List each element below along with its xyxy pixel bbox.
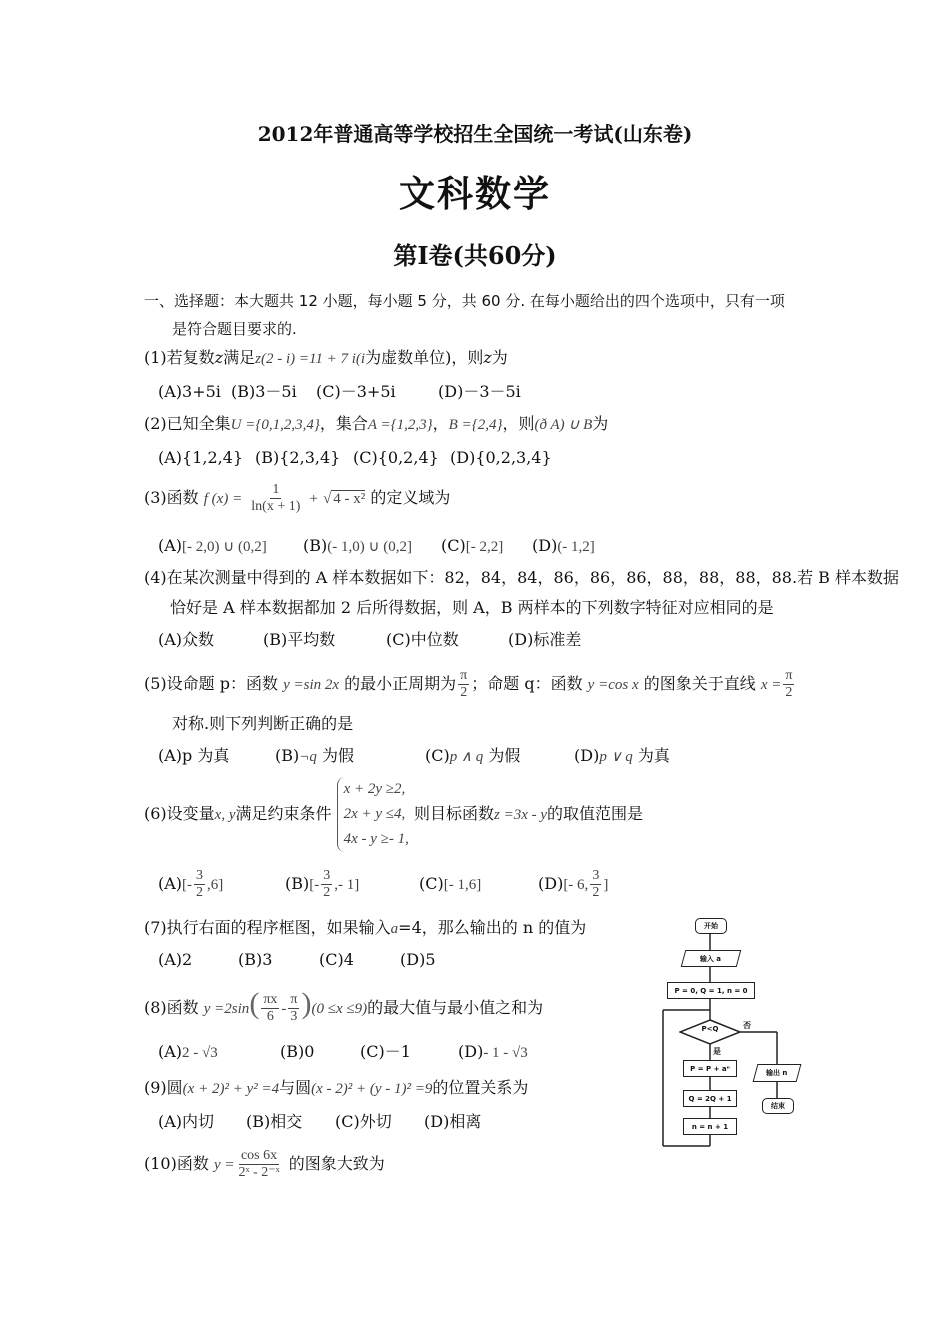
q7-option-b: (B)3	[238, 950, 273, 969]
q8-option-a	[158, 1042, 218, 1063]
flowchart-step-p: P = P + aⁿ	[683, 1060, 737, 1077]
q2-option-c: (C){0,2,4}	[353, 448, 439, 467]
q2-option-a: (A){1,2,4}	[158, 448, 244, 467]
q5-option-b-text: 为假	[321, 746, 354, 765]
q8-frac-1-num: πx	[263, 992, 278, 1007]
q5-option-c-label: (C)	[425, 746, 450, 765]
q5-option-a: (A)p 为真	[158, 746, 230, 765]
q7-option-c: (C)4	[319, 950, 354, 969]
q3-text: (3)函数	[144, 488, 199, 507]
q3-fraction-num: 1	[272, 482, 280, 497]
q3-sqrt-body: 4 - x²	[333, 491, 366, 507]
q4-option-d: (D)标准差	[508, 630, 582, 649]
section-intro-line1: 一、选择题：本大题共 12 小题，每小题 5 分，共 60 分. 在每小题给出的四个选项中，只有一项	[144, 292, 785, 310]
q8-option-a-label: (A)	[158, 1042, 183, 1061]
q8-paren-open: (	[249, 987, 260, 1020]
q5-period	[458, 668, 469, 701]
q9-text: (9)圆	[144, 1078, 183, 1097]
flowchart-input-label: 输入 a	[700, 954, 722, 963]
q6-option-a-den: 2	[196, 885, 204, 900]
q10-function: y =	[213, 1157, 235, 1173]
question-7	[144, 918, 586, 939]
flowchart	[655, 912, 815, 1152]
q6-option-a-left: [-	[182, 877, 193, 893]
q1-option-c: (C)－3+5i	[316, 382, 396, 401]
q4-option-a: (A)众数	[158, 630, 215, 649]
q1-equation: z(2 - i) =11 + 7 i(i	[255, 351, 366, 367]
q4-line2: 恰好是 A 样本数据都加 2 后所得数据，则 A，B 两样本的下列数字特征对应相同的是	[170, 598, 774, 617]
q5-period-den: 2	[460, 685, 468, 700]
q5-option-d-expr: p ∨ q	[599, 749, 633, 765]
q6-vars: x, y	[214, 807, 236, 823]
q5-text: 的最小正周期为	[344, 674, 457, 693]
q5-option-b-expr: ¬q	[299, 749, 317, 765]
q3-option-b-label: (B)	[303, 536, 328, 555]
q3-option-b-value: (- 1,0) ∪ (0,2]	[327, 539, 412, 555]
flowchart-no-label: 否	[743, 1021, 751, 1030]
question-2	[144, 414, 608, 435]
q3-option-a-label: (A)	[158, 536, 183, 555]
subject-title: 文科数学	[398, 173, 551, 215]
q9-circle-1: (x + 2)² + y² =4	[182, 1081, 280, 1097]
flowchart-output	[753, 1064, 802, 1082]
question-3	[144, 476, 450, 521]
q1-var: z	[483, 348, 492, 367]
q6-constraint-3: 4x - y ≥- 1,	[343, 831, 409, 847]
q6-option-a	[158, 864, 223, 905]
q5-option-c-expr: p ∧ q	[449, 749, 484, 765]
q6-option-b-left: [-	[309, 877, 320, 893]
q7-option-a: (A)2	[158, 950, 193, 969]
q4-option-b: (B)平均数	[263, 630, 336, 649]
q3-option-c-label: (C)	[441, 536, 466, 555]
q5-line-num: π	[785, 668, 793, 683]
q6-text: 满足约束条件	[235, 804, 332, 823]
q3-fraction	[249, 482, 302, 515]
q1-option-d: (D)－3－5i	[438, 382, 521, 401]
q9-option-d: (D)相离	[424, 1112, 482, 1131]
q6-option-c-value: [- 1,6]	[443, 877, 482, 893]
q7-var: a	[390, 921, 399, 937]
q8-frac-2-num: π	[290, 992, 298, 1007]
question-9	[144, 1078, 528, 1099]
q2-text: ，	[432, 414, 449, 433]
volume-title: 第Ⅰ卷(共60分)	[393, 241, 557, 270]
q8-text: 的最大值与最小值之和为	[367, 998, 544, 1017]
q5-line-den: 2	[785, 685, 793, 700]
q3-option-d-value: (- 1,2]	[557, 539, 595, 555]
flowchart-step-q: Q = 2Q + 1	[683, 1090, 737, 1107]
q6-option-d-right: ]	[603, 877, 609, 893]
q6-option-b-frac	[321, 868, 332, 901]
q9-option-b: (B)相交	[246, 1112, 303, 1131]
q5-line-eq: x =	[760, 677, 782, 693]
q9-circle-2: (x - 2)² + (y - 1)² =9	[311, 1081, 433, 1097]
q8-option-a-value: 2 - √3	[182, 1045, 218, 1061]
q8-option-c: (C)－1	[360, 1042, 411, 1061]
q9-text: 的位置关系为	[432, 1078, 529, 1097]
flowchart-init: P = 0, Q = 1, n = 0	[667, 982, 755, 999]
q2-set-b: B ={2,4}	[448, 417, 503, 433]
q5-option-d	[574, 746, 670, 767]
q3-sqrt: √ 4 - x²	[323, 491, 366, 507]
q6-option-b-num: 3	[323, 868, 331, 883]
q6-objective: z =3x - y	[494, 807, 548, 823]
q8-text: (8)函数	[144, 998, 199, 1017]
q2-set-a: A ={1,2,3}	[367, 417, 433, 433]
q6-option-d-num: 3	[592, 868, 600, 883]
q8-option-d-value: - 1 - √3	[483, 1045, 528, 1061]
q1-text: 为	[491, 348, 508, 367]
q4-option-c: (C)中位数	[386, 630, 459, 649]
q3-option-c-value: [- 2,2]	[465, 539, 504, 555]
flowchart-decision: P<Q	[701, 1025, 719, 1033]
q7-text: (7)执行右面的程序框图，如果输入	[144, 918, 391, 937]
question-10	[144, 1142, 385, 1187]
q10-text: 的图象大致为	[288, 1154, 385, 1173]
flowchart-end: 结束	[762, 1098, 794, 1114]
q9-option-c: (C)外切	[335, 1112, 392, 1131]
q6-option-b-den: 2	[323, 885, 331, 900]
q9-option-a: (A)内切	[158, 1112, 215, 1131]
q6-option-d-den: 2	[592, 885, 600, 900]
q6-option-d-label: (D)	[538, 874, 564, 893]
q2-expression: (ð A) ∪ B	[534, 417, 593, 433]
q8-frac-1-den: 6	[266, 1009, 274, 1024]
flowchart-start: 开始	[695, 918, 727, 934]
q5-line-value	[783, 668, 794, 701]
question-8	[144, 982, 543, 1031]
q6-constraint-1: x + 2y ≥2,	[343, 781, 406, 797]
q6-option-a-right: ,6]	[207, 877, 224, 893]
q3-fraction-den: ln(x + 1)	[251, 499, 301, 514]
q10-fraction-den: 2ˣ - 2⁻ˣ	[238, 1165, 280, 1180]
flowchart-output-label: 输出 n	[766, 1069, 788, 1077]
q1-option-b: (B)3－5i	[231, 382, 297, 401]
flowchart-yes-label: 是	[713, 1047, 721, 1056]
question-1	[144, 348, 508, 369]
q9-text: 与圆	[279, 1078, 312, 1097]
q2-universal-set: U ={0,1,2,3,4}	[230, 417, 320, 433]
q2-text: ，则	[502, 414, 535, 433]
q3-option-d	[532, 536, 595, 557]
q6-text: 的取值范围是	[547, 804, 644, 823]
q3-option-a-value: [- 2,0) ∪ (0,2]	[182, 539, 267, 555]
q8-option-d-label: (D)	[458, 1042, 484, 1061]
flowchart-step-n: n = n + 1	[683, 1118, 737, 1135]
q6-option-c	[419, 864, 481, 905]
q1-var: z	[214, 348, 224, 367]
q6-option-a-label: (A)	[158, 874, 183, 893]
q8-function: y =2sin	[203, 1001, 250, 1017]
q8-paren-close: )	[301, 987, 312, 1020]
q3-option-c	[441, 536, 503, 557]
q5-option-b	[275, 746, 354, 767]
q2-text: 为	[592, 414, 609, 433]
q6-option-c-label: (C)	[419, 874, 444, 893]
q6-option-b-right: ,- 1]	[334, 877, 360, 893]
q6-option-a-num: 3	[196, 868, 204, 883]
q5-option-c	[425, 746, 520, 767]
q1-option-a: (A)3+5i	[158, 382, 221, 401]
q7-option-d: (D)5	[400, 950, 436, 969]
q6-text: (6)设变量	[144, 804, 215, 823]
q6-constraint-2: 2x + y ≤4,	[343, 806, 406, 822]
exam-title: 2012年普通高等学校招生全国统一考试(山东卷)	[257, 122, 693, 146]
q2-option-d: (D){0,2,3,4}	[450, 448, 552, 467]
q6-option-d-left: [- 6,	[563, 877, 589, 893]
q5-option-b-label: (B)	[275, 746, 300, 765]
q5-text: (5)设命题 p：函数	[144, 674, 278, 693]
q5-function-2: y =cos x	[587, 677, 639, 693]
q10-fraction-num: cos 6x	[240, 1148, 278, 1163]
question-5	[144, 662, 796, 707]
q5-line2: 对称.则下列判断正确的是	[172, 714, 354, 733]
flowchart-input	[681, 950, 742, 967]
q6-option-d	[538, 864, 608, 905]
q8-frac-2-den: 3	[290, 1009, 298, 1024]
q6-constraints	[337, 777, 409, 852]
q4-line1: (4)在某次测量中得到的 A 样本数据如下：82，84，84，86，86，86，88，88，88，88.若 B 样本数据	[144, 568, 900, 587]
q5-period-num: π	[460, 668, 468, 683]
q8-minus: -	[281, 1001, 287, 1017]
q6-option-b	[285, 864, 359, 905]
q5-text: 的图象关于直线	[643, 674, 756, 693]
q5-option-d-text: 为真	[637, 746, 670, 765]
q8-frac-1	[261, 992, 279, 1025]
q10-fraction	[236, 1148, 281, 1181]
q1-text: (1)若复数	[144, 348, 215, 367]
q10-text: (10)函数	[144, 1154, 209, 1173]
q3-option-d-label: (D)	[532, 536, 558, 555]
q5-option-d-label: (D)	[574, 746, 600, 765]
q3-option-a	[158, 536, 267, 557]
q8-option-b: (B)0	[280, 1042, 315, 1061]
question-6	[144, 776, 643, 853]
q2-text: ，集合	[319, 414, 368, 433]
q1-text: 满足	[223, 348, 256, 367]
q8-frac-2	[288, 992, 299, 1025]
q3-function: f (x) =	[203, 491, 243, 507]
q2-text: (2)已知全集	[144, 414, 231, 433]
q1-text: 为虚数单位)，则	[365, 348, 484, 367]
q6-text: 则目标函数	[414, 804, 495, 823]
q6-option-d-frac	[590, 868, 601, 901]
q5-text: ；命题 q：函数	[471, 674, 583, 693]
q8-domain: (0 ≤x ≤9)	[311, 1001, 368, 1017]
q5-function-1: y =sin 2x	[283, 677, 340, 693]
q6-option-a-frac	[194, 868, 205, 901]
q6-option-b-label: (B)	[285, 874, 310, 893]
q3-option-b	[303, 536, 412, 557]
q3-plus: +	[309, 491, 318, 507]
q5-option-c-text: 为假	[488, 746, 521, 765]
section-intro-line2: 是符合题目要求的.	[172, 320, 297, 338]
q8-option-d	[458, 1042, 528, 1063]
q2-option-b: (B){2,3,4}	[255, 448, 341, 467]
q3-text: 的定义域为	[370, 488, 451, 507]
q7-text: =4，那么输出的 n 的值为	[398, 918, 587, 937]
